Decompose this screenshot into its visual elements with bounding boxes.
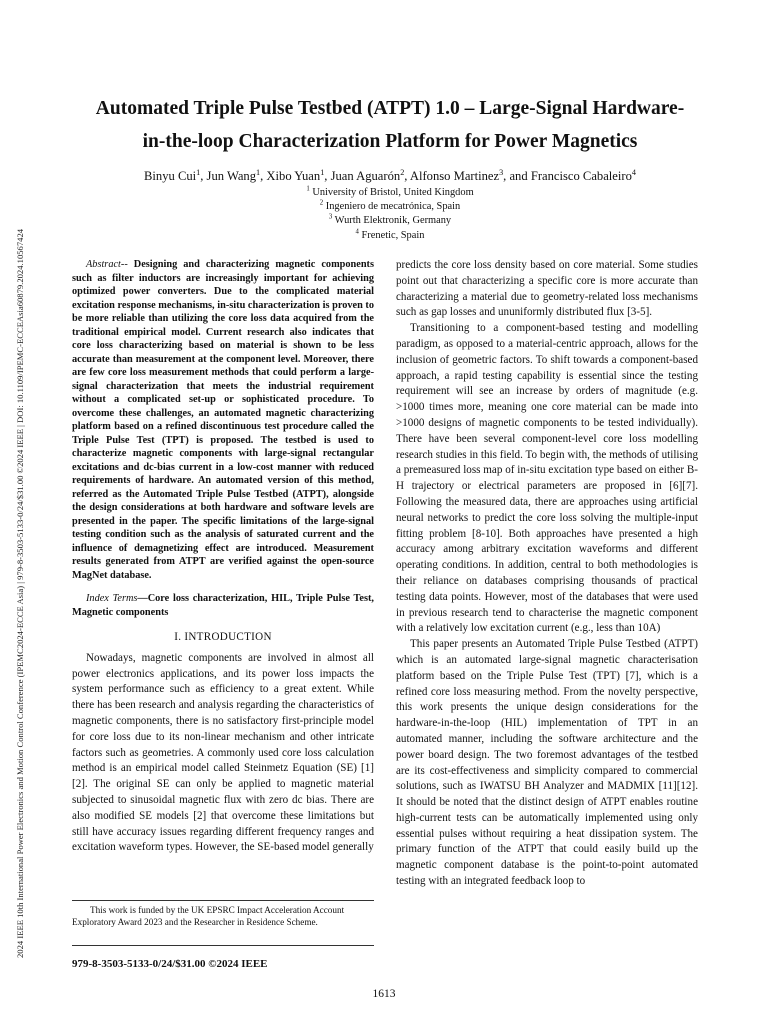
author-list (60, 167, 720, 185)
author: Alfonso Martinez$^3$, and (409, 167, 531, 183)
left-column (72, 258, 374, 856)
author: Jun Wang$^1$, (206, 167, 267, 183)
body-paragraph: This paper presents an Automated Triple Pulse Testbed (ATPT) which is an automated large-signal magnetic characterisation platform based on the Triple Pulse Test (TPT) [7], which is a refined core loss measuring method. From the novelty perspective, this work presents the unique design considerations for the hardware-in-the-loop (HIL) implementation of TPT in an automated manner, including the software architecture and the power board design. The two foremost advantages of the testbed are its cost-effectiveness and simplicity compared to commercial solutions, such as IWATSU BH Analyzer and MADMIX [11][12]. It should be noted that the distinct design of ATPT enables routine high-current tests can be automatically implemented using only essential pulses without requiring a heat dissipation system. The primary function of the ATPT that could easily build up the magnetic component database is the point-to-point automated testing with an integrated feedback loop to (396, 638, 698, 888)
body-paragraph: predicts the core loss density based on core material. Some studies point out that characterizing a specific core is more accurate than characterizing a material due to geometry-related loss mechanisms such as gap losses and ununiformly distributed flux [3-5]. (396, 259, 698, 319)
page-number: 1613 (372, 988, 396, 1000)
index-terms-text: —Core loss characterization, HIL, Triple Pulse Test, Magnetic components (72, 593, 374, 618)
affiliation: $^1$ University of Bristol, United Kingdom (306, 185, 474, 198)
index-terms (72, 592, 374, 619)
section-heading-introduction: I. INTRODUCTION (174, 631, 272, 643)
affiliation: $^4$ Frenetic, Spain (355, 228, 425, 241)
abstract-text: Designing and characterizing magnetic components such as filter inductors are increasingly important for achieving optimized power converters. Due to the complicated material excitation response mechanisms, in-situ characterization is proven to be more reliable than utilizing the core loss data acquired from the traditional empirical model. Current research also indicates that core loss characterizing based on material is shown to be less accurate than measurement at the component level. Moreover, there are few core loss measurement methods that could perform a large-signal characterization that meets the industrial requirement without a complicated set-up or sophisticated procedure. To overcome these challenges, an automated magnetic characterizing platform based on a refined discontinuous test procedure called the Triple Pulse Test (TPT) is proposed. The testbed is used to characterize magnetic components with large-signal rectangular excitations and dc-bias current in a low-cost manner with reduced requirements of hardware. An automated version of this method, referred as the Automated Triple Pulse Testbed (ATPT), alongside the design considerations at both hardware and software levels are presented in the paper. The specific limitations of the large-signal testing condition such as the analysis of saturated current and the influence of demagnetizing effect are introduced. Measurement results generated from ATPT are verified against the open-source MagNet database. (72, 259, 374, 581)
copyright-divider (72, 945, 374, 946)
right-column (396, 258, 698, 890)
body-paragraph: Transitioning to a component-based testing and modelling paradigm, as opposed to a material-centric approach, allows for the inclusion of geometric factors. To shift towards a component-based approach, a rapid testing capability is essential since the testing requirement will see an increase by orders of magnitude (e.g. >1000 times more, meaning one core material can be made into >1000 designs of magnetic components to be tested individually). There have been several component-level core loss modelling research studies in this field. To begin with, the methods of utilising a premeasured loss map of in-situ excitation type based on either B-H trajectory or electrical parameters are proposed in [6][7]. Following the measured data, there are approaches using artificial neural networks to predict the core loss solving the multiple-input fitting problem [8-10]. Both approaches have presented a high accuracy among arbitrary excitation waveforms and different operating conditions. In addition, central to both methodologies is their reliance on databases comprising thousands of practical testing data points. However, most of the databases that were used in previous research tend to characterise the magnetic component with a relatively low excitation current (e.g., less than 10A) (396, 322, 698, 635)
affiliation: $^3$ Wurth Elektronik, Germany (328, 213, 452, 227)
copyright-line: 979-8-3503-5133-0/24/$31.00 ©2024 IEEE (72, 958, 268, 970)
doi-side-stamp: 2024 IEEE 10th International Power Electronics and Motion Control Conference (IPEMC2024-ECCE Asia) | 979-8-3503-5133-0/24/$31.00 ©2024 IEEE | DOI: 10.1109/IPEMC-ECCEAsia60879.2024.10567424 (15, 228, 25, 958)
affiliation: $^2$ Ingeniero de mecatrónica, Spain (319, 199, 461, 213)
title-line-2: in-the-loop Characterization Platform for Power Magnetics (142, 131, 638, 152)
paper-title (60, 92, 720, 158)
footnote-divider (72, 900, 374, 901)
affiliation-list (120, 186, 660, 243)
funding-footnote: This work is funded by the UK EPSRC Impact Acceleration Account Exploratory Award 2023 and the Researcher in Residence Scheme. (72, 905, 345, 927)
abstract-lead: Abstract-- (86, 259, 128, 270)
author: Binyu Cui$^1$, (144, 167, 207, 183)
abstract (72, 258, 374, 582)
author: Francisco Cabaleiro$^4$ (530, 167, 636, 183)
intro-paragraph: Nowadays, magnetic components are involved in almost all power electronics applications, and its power loss impacts the system performance such as efficiency to a great extent. While there has been research and analysis regarding the characteristics of magnetic components, there is no satisfactory first-principle model for core loss due to its non-linear mechanism and other intricate factors such as geometries. A commonly used core loss calculation method is an empirical model called Steinmetz Equation (SE) [1][2]. The original SE can only be applied to magnetic material subjected to sinusoidal magnetic flux with zero dc bias. There are also modified SE models [2] that overcome these limitations but still have accuracy issues regarding different frequency ranges and excitation waveform types. However, the SE-based model generally (72, 651, 374, 854)
title-line-1: Automated Triple Pulse Testbed (ATPT) 1.0 – Large-Signal Hardware- (95, 98, 685, 119)
author: Xibo Yuan$^1$, (266, 167, 331, 183)
author: Juan Aguarón$^2$, (330, 167, 410, 183)
index-terms-lead: Index Terms (86, 593, 138, 604)
